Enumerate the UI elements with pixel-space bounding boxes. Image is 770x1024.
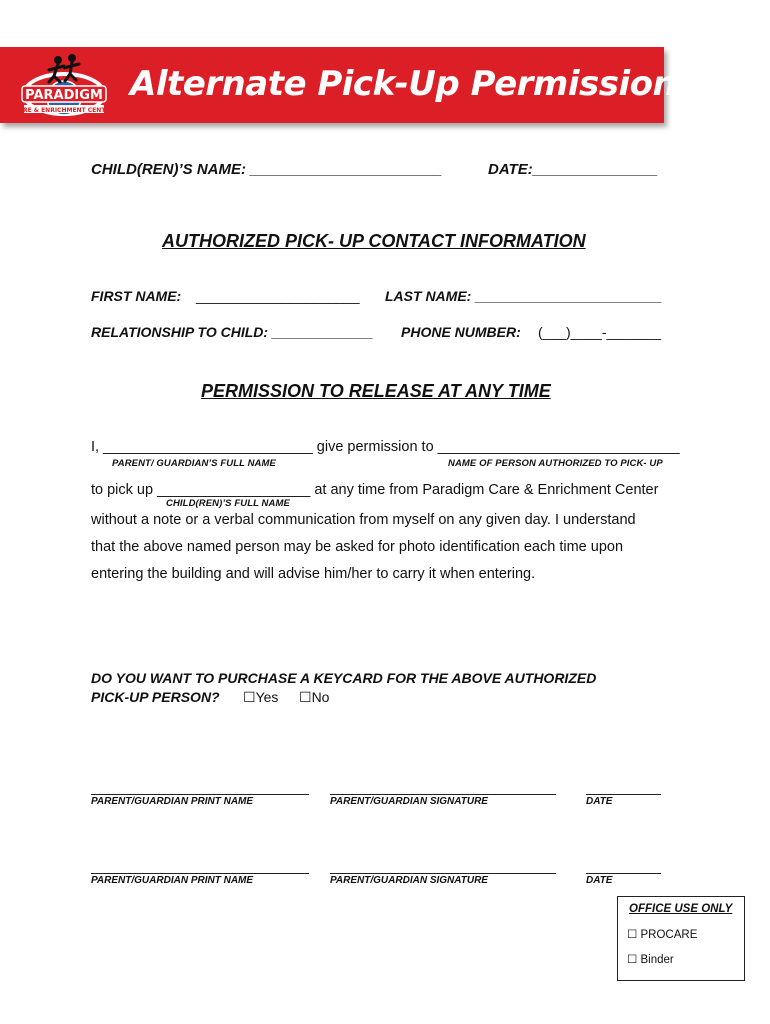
phone-number-label: PHONE NUMBER: (401, 324, 521, 340)
phone-number-field[interactable]: (___)____-_______ (538, 324, 661, 340)
date-line-2[interactable] (586, 873, 661, 874)
keycard-question-line-1: DO YOU WANT TO PURCHASE A KEYCARD FOR THE ABOVE AUTHORIZED (91, 670, 597, 686)
keycard-yes-option[interactable] (243, 689, 278, 706)
date-line-1[interactable] (586, 794, 661, 795)
last-name-field[interactable]: LAST NAME: ________________________ (385, 288, 663, 304)
parent-name-caption: PARENT/ GUARDIAN’S FULL NAME (112, 458, 276, 469)
permission-line-5: entering the building and will advise him/her to carry it when entering. (91, 566, 536, 582)
print-name-line-1[interactable] (91, 794, 309, 795)
binder-label: Binder (640, 954, 674, 966)
date-field[interactable]: DATE:_______________ (488, 161, 658, 178)
print-name-label-1: PARENT/GUARDIAN PRINT NAME (91, 796, 254, 807)
first-name-field[interactable]: _____________________ (196, 288, 360, 304)
svg-text:CARE & ENRICHMENT CENTER: CARE & ENRICHMENT CENTER (18, 107, 110, 114)
office-use-box (617, 896, 745, 981)
yes-checkbox-icon[interactable]: ☐ (243, 689, 256, 705)
procare-checkbox-icon[interactable]: ☐ (627, 929, 638, 941)
permission-section-heading: PERMISSION TO RELEASE AT ANY TIME (201, 381, 551, 401)
no-checkbox-icon[interactable]: ☐ (299, 689, 312, 705)
signature-line-1[interactable] (330, 794, 556, 795)
page-title: Alternate Pick-Up Permission (130, 64, 677, 104)
contact-section-heading: AUTHORIZED PICK- UP CONTACT INFORMATION (162, 231, 586, 251)
signature-label-1: PARENT/GUARDIAN SIGNATURE (330, 796, 488, 807)
relationship-field[interactable]: RELATIONSHIP TO CHILD: _____________ (91, 324, 374, 340)
child-name-caption: CHILD(REN)’S FULL NAME (166, 498, 290, 509)
authorized-person-caption: NAME OF PERSON AUTHORIZED TO PICK- UP (448, 458, 663, 469)
first-name-label: FIRST NAME: (91, 288, 182, 304)
office-use-title: OFFICE USE ONLY (629, 903, 733, 915)
procare-option[interactable] (627, 927, 697, 941)
signature-label-2: PARENT/GUARDIAN SIGNATURE (330, 875, 488, 886)
svg-text:PARADIGM: PARADIGM (25, 88, 103, 103)
yes-label: Yes (255, 689, 279, 705)
no-label: No (311, 689, 330, 705)
binder-checkbox-icon[interactable]: ☐ (627, 954, 638, 966)
date-label-2: DATE (586, 875, 613, 886)
signature-line-2[interactable] (330, 873, 556, 874)
permission-line-1[interactable]: I, __________________________ give permission to ______________________________ (91, 439, 680, 455)
print-name-line-2[interactable] (91, 873, 309, 874)
date-label-1: DATE (586, 796, 613, 807)
permission-line-3: without a note or a verbal communication from myself on any given day. I understand (91, 512, 636, 528)
binder-option[interactable] (627, 952, 674, 966)
print-name-label-2: PARENT/GUARDIAN PRINT NAME (91, 875, 254, 886)
permission-line-2[interactable]: to pick up ___________________ at any time from Paradigm Care & Enrichment Center (91, 482, 659, 498)
keycard-question-line-2: PICK-UP PERSON? (91, 689, 220, 705)
paradigm-logo (18, 52, 110, 120)
procare-label: PROCARE (640, 929, 698, 941)
keycard-no-option[interactable] (299, 689, 329, 706)
permission-line-4: that the above named person may be asked for photo identification each time upon (91, 539, 624, 555)
children-name-field[interactable]: CHILD(REN)’S NAME: _______________________ (91, 161, 443, 178)
